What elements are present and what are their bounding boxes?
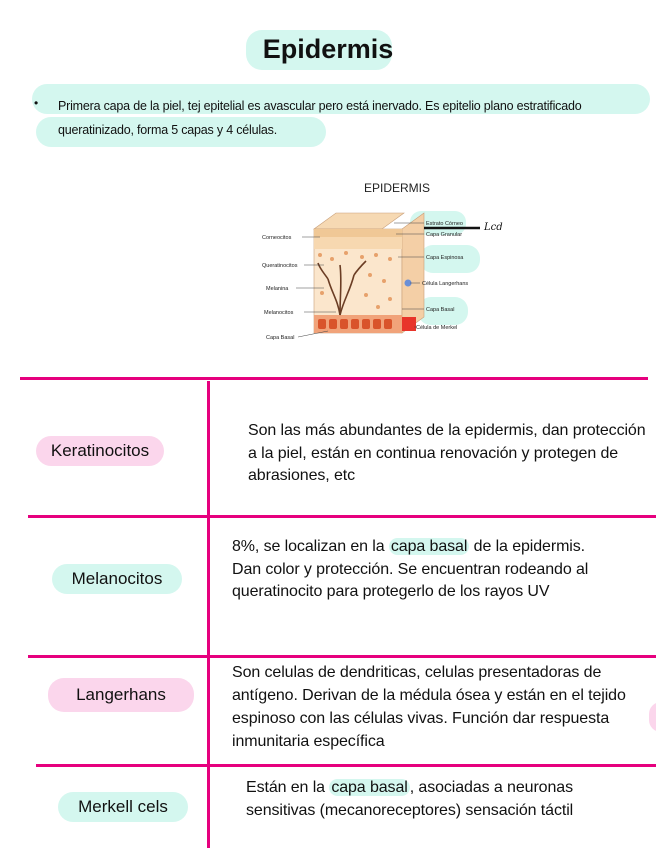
label-estrato-corneo: Estrato Córneo [426, 221, 463, 227]
row-text-part: , asociadas a neuronas sensitivas (mecanoreceptores) sensación táctil [246, 779, 574, 819]
row-label-langerhans: Langerhans [48, 678, 194, 712]
label-capa-espinosa: Capa Espinosa [426, 255, 464, 261]
row-text-part: 8%, se localizan en la [232, 538, 389, 555]
row-label-keratinocitos: Keratinocitos [36, 436, 164, 466]
stratum-corneum-band [314, 229, 402, 237]
capa-basal-highlight: capa basal [390, 538, 468, 555]
row-text-part: Están en la [246, 779, 330, 796]
capa-basal-highlight: capa basal [331, 779, 408, 796]
label-capa-granular: Capa Granular [426, 232, 463, 238]
table-rule [28, 515, 656, 518]
skin-side-face [402, 213, 424, 333]
bullet-marker: • [34, 96, 39, 110]
label-capa-basal-left: Capa Basal [266, 335, 295, 341]
label-celula-merkel: Célula de Merkel [416, 325, 458, 331]
epidermis-diagram [258, 175, 518, 350]
page-title: Epidermis [262, 34, 394, 64]
handwritten-note: Lcd [484, 222, 503, 233]
label-queratinocitos: Queratinocitos [262, 263, 298, 269]
bullet-text: Primera capa de la piel, tej epitelial es avascular pero está inervado. Es epitelio plano estratificado queratinizado, forma 5 capas y 4 células. [58, 99, 582, 137]
row-text-langerhans: Son celulas de dendriticas, celulas presentadoras de antígeno. Derivan de la médula ósea y están en el tejido espinoso con las células vivas. Función dar respuesta inmunitaria específica [232, 664, 626, 750]
table-rule-top [20, 377, 648, 380]
label-capa-basal-right: Capa Basal [426, 307, 455, 313]
label-celula-langerhans: Célula Langerhans [422, 281, 469, 287]
label-corneocitos: Corneocitos [262, 235, 292, 241]
row-text-part: de la epidermis. Dan color y protección. Se encuentran rodeando al queratinocito para protegerlo de los rayos UV [232, 538, 589, 600]
row-text-merkell [246, 777, 606, 822]
table-rule [36, 764, 656, 767]
table-column-divider [207, 381, 210, 848]
row-text-melanocitos [232, 536, 612, 604]
skin-top-face [314, 213, 404, 229]
granular-band [314, 237, 402, 249]
table-rule [28, 655, 656, 658]
basal-cells [318, 319, 392, 329]
row-text-keratinocitos: Son las más abundantes de la epidermis, dan protección a la piel, están en continua renovación y protegen de abrasiones, etc [248, 422, 646, 484]
row-label-merkell: Merkell cels [58, 792, 188, 822]
row-label-melanocitos: Melanocitos [52, 564, 182, 594]
label-melanocitos: Melanocitos [264, 310, 294, 316]
label-melanina: Melanina [266, 286, 289, 292]
merkel-cell-shape [402, 317, 416, 331]
figure-heading: EPIDERMIS [364, 181, 431, 195]
